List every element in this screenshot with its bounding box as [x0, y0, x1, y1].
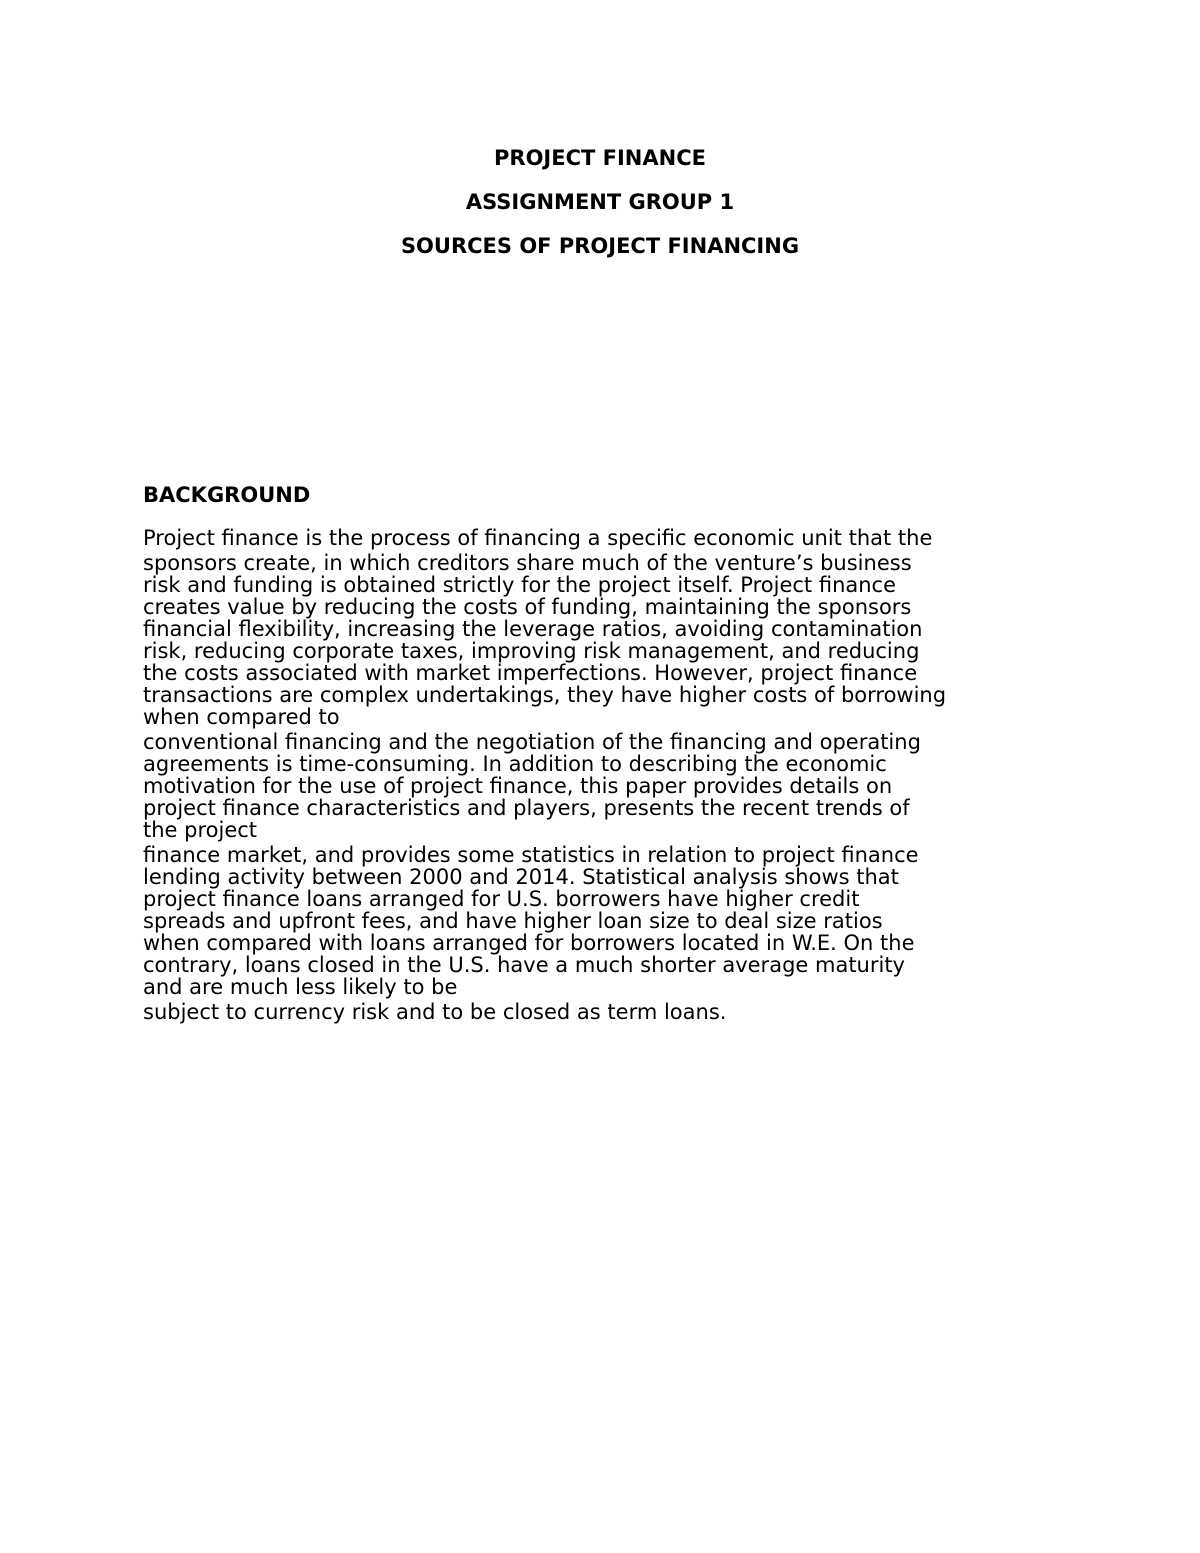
body-line: spreads and upfront fees, and have higher loan size to deal size ratios: [143, 909, 883, 933]
body-line: Project finance is the process of financing a specific economic unit that the: [143, 526, 933, 550]
body-line: lending activity between 2000 and 2014. Statistical analysis shows that: [143, 865, 899, 889]
body-line: creates value by reducing the costs of funding, maintaining the sponsors: [143, 595, 912, 619]
body-line: project finance characteristics and players, presents the recent trends of: [143, 796, 910, 820]
body-line: when compared to: [143, 705, 340, 729]
body-line: conventional financing and the negotiation of the financing and operating: [143, 730, 921, 754]
body-line: the project: [143, 818, 258, 842]
section-heading: BACKGROUND: [143, 483, 311, 507]
section-body: [143, 527, 1063, 1023]
body-line: when compared with loans arranged for borrowers located in W.E. On the: [143, 931, 915, 955]
body-line: motivation for the use of project finance, this paper provides details on: [143, 774, 893, 798]
body-line: risk and funding is obtained strictly for the project itself. Project finance: [143, 573, 897, 597]
body-line: risk, reducing corporate taxes, improving risk management, and reducing: [143, 639, 920, 663]
body-line: subject to currency risk and to be closed as term loans.: [143, 1000, 727, 1024]
document-title: PROJECT FINANCE: [494, 146, 706, 170]
body-line: and are much less likely to be: [143, 975, 458, 999]
body-line: contrary, loans closed in the U.S. have a much shorter average maturity: [143, 953, 905, 977]
document-topic: SOURCES OF PROJECT FINANCING: [400, 234, 800, 258]
body-line: finance market, and provides some statistics in relation to project finance: [143, 843, 919, 867]
body-line: financial flexibility, increasing the leverage ratios, avoiding contamination: [143, 617, 923, 641]
body-line: project finance loans arranged for U.S. borrowers have higher credit: [143, 887, 860, 911]
body-line: agreements is time-consuming. In addition to describing the economic: [143, 752, 887, 776]
body-line: the costs associated with market imperfections. However, project finance: [143, 661, 918, 685]
body-line: transactions are complex undertakings, they have higher costs of borrowing: [143, 683, 947, 707]
body-line: sponsors create, in which creditors share much of the venture’s business: [143, 551, 912, 575]
document-subtitle: ASSIGNMENT GROUP 1: [465, 190, 735, 214]
